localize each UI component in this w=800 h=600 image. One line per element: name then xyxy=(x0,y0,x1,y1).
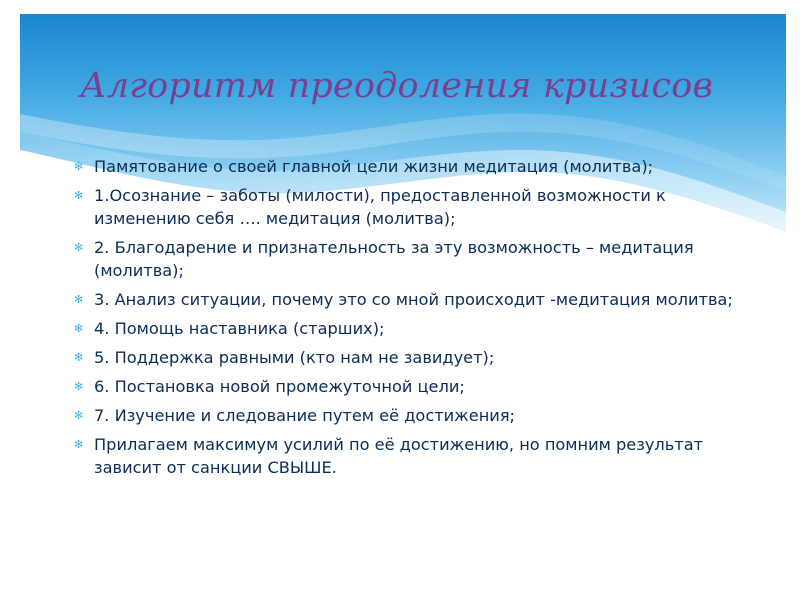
bullet-text: 3. Анализ ситуации, почему это со мной происходит -медитация молитва; xyxy=(94,290,733,309)
asterisk-bullet-icon: ✻ xyxy=(74,409,84,422)
asterisk-bullet-icon: ✻ xyxy=(74,438,84,451)
asterisk-bullet-icon: ✻ xyxy=(74,322,84,335)
asterisk-bullet-icon: ✻ xyxy=(74,380,84,393)
bullet-item xyxy=(74,288,764,311)
bullet-item xyxy=(74,236,764,282)
asterisk-bullet-icon: ✻ xyxy=(74,351,84,364)
bullet-item xyxy=(74,404,764,427)
bullet-item xyxy=(74,317,764,340)
asterisk-bullet-icon: ✻ xyxy=(74,241,84,254)
asterisk-bullet-icon: ✻ xyxy=(74,293,84,306)
asterisk-bullet-icon: ✻ xyxy=(74,160,84,173)
bullet-item xyxy=(74,155,764,178)
bullet-text: 1.Осознание – заботы (милости), предоставленной возможности к изменению себя …. медитация (молитва); xyxy=(94,186,666,228)
bullet-item xyxy=(74,184,764,230)
slide-title: Алгоритм преодоления кризисов xyxy=(80,66,714,106)
bullet-text: 4. Помощь наставника (старших); xyxy=(94,319,385,338)
bullet-item xyxy=(74,346,764,369)
bullet-text: 7. Изучение и следование путем её достижения; xyxy=(94,406,516,425)
bullet-item xyxy=(74,375,764,398)
bullet-text: Прилагаем максимум усилий по её достижению, но помним результат зависит от санкции СВЫШЕ. xyxy=(94,435,704,477)
asterisk-bullet-icon: ✻ xyxy=(74,189,84,202)
bullet-list xyxy=(74,155,764,485)
bullet-text: 2. Благодарение и признательность за эту возможность – медитация (молитва); xyxy=(94,238,694,280)
bullet-text: Памятование о своей главной цели жизни медитация (молитва); xyxy=(94,157,654,176)
bullet-text: 5. Поддержка равными (кто нам не завидует); xyxy=(94,348,495,367)
bullet-text: 6. Постановка новой промежуточной цели; xyxy=(94,377,465,396)
bullet-item xyxy=(74,433,764,479)
